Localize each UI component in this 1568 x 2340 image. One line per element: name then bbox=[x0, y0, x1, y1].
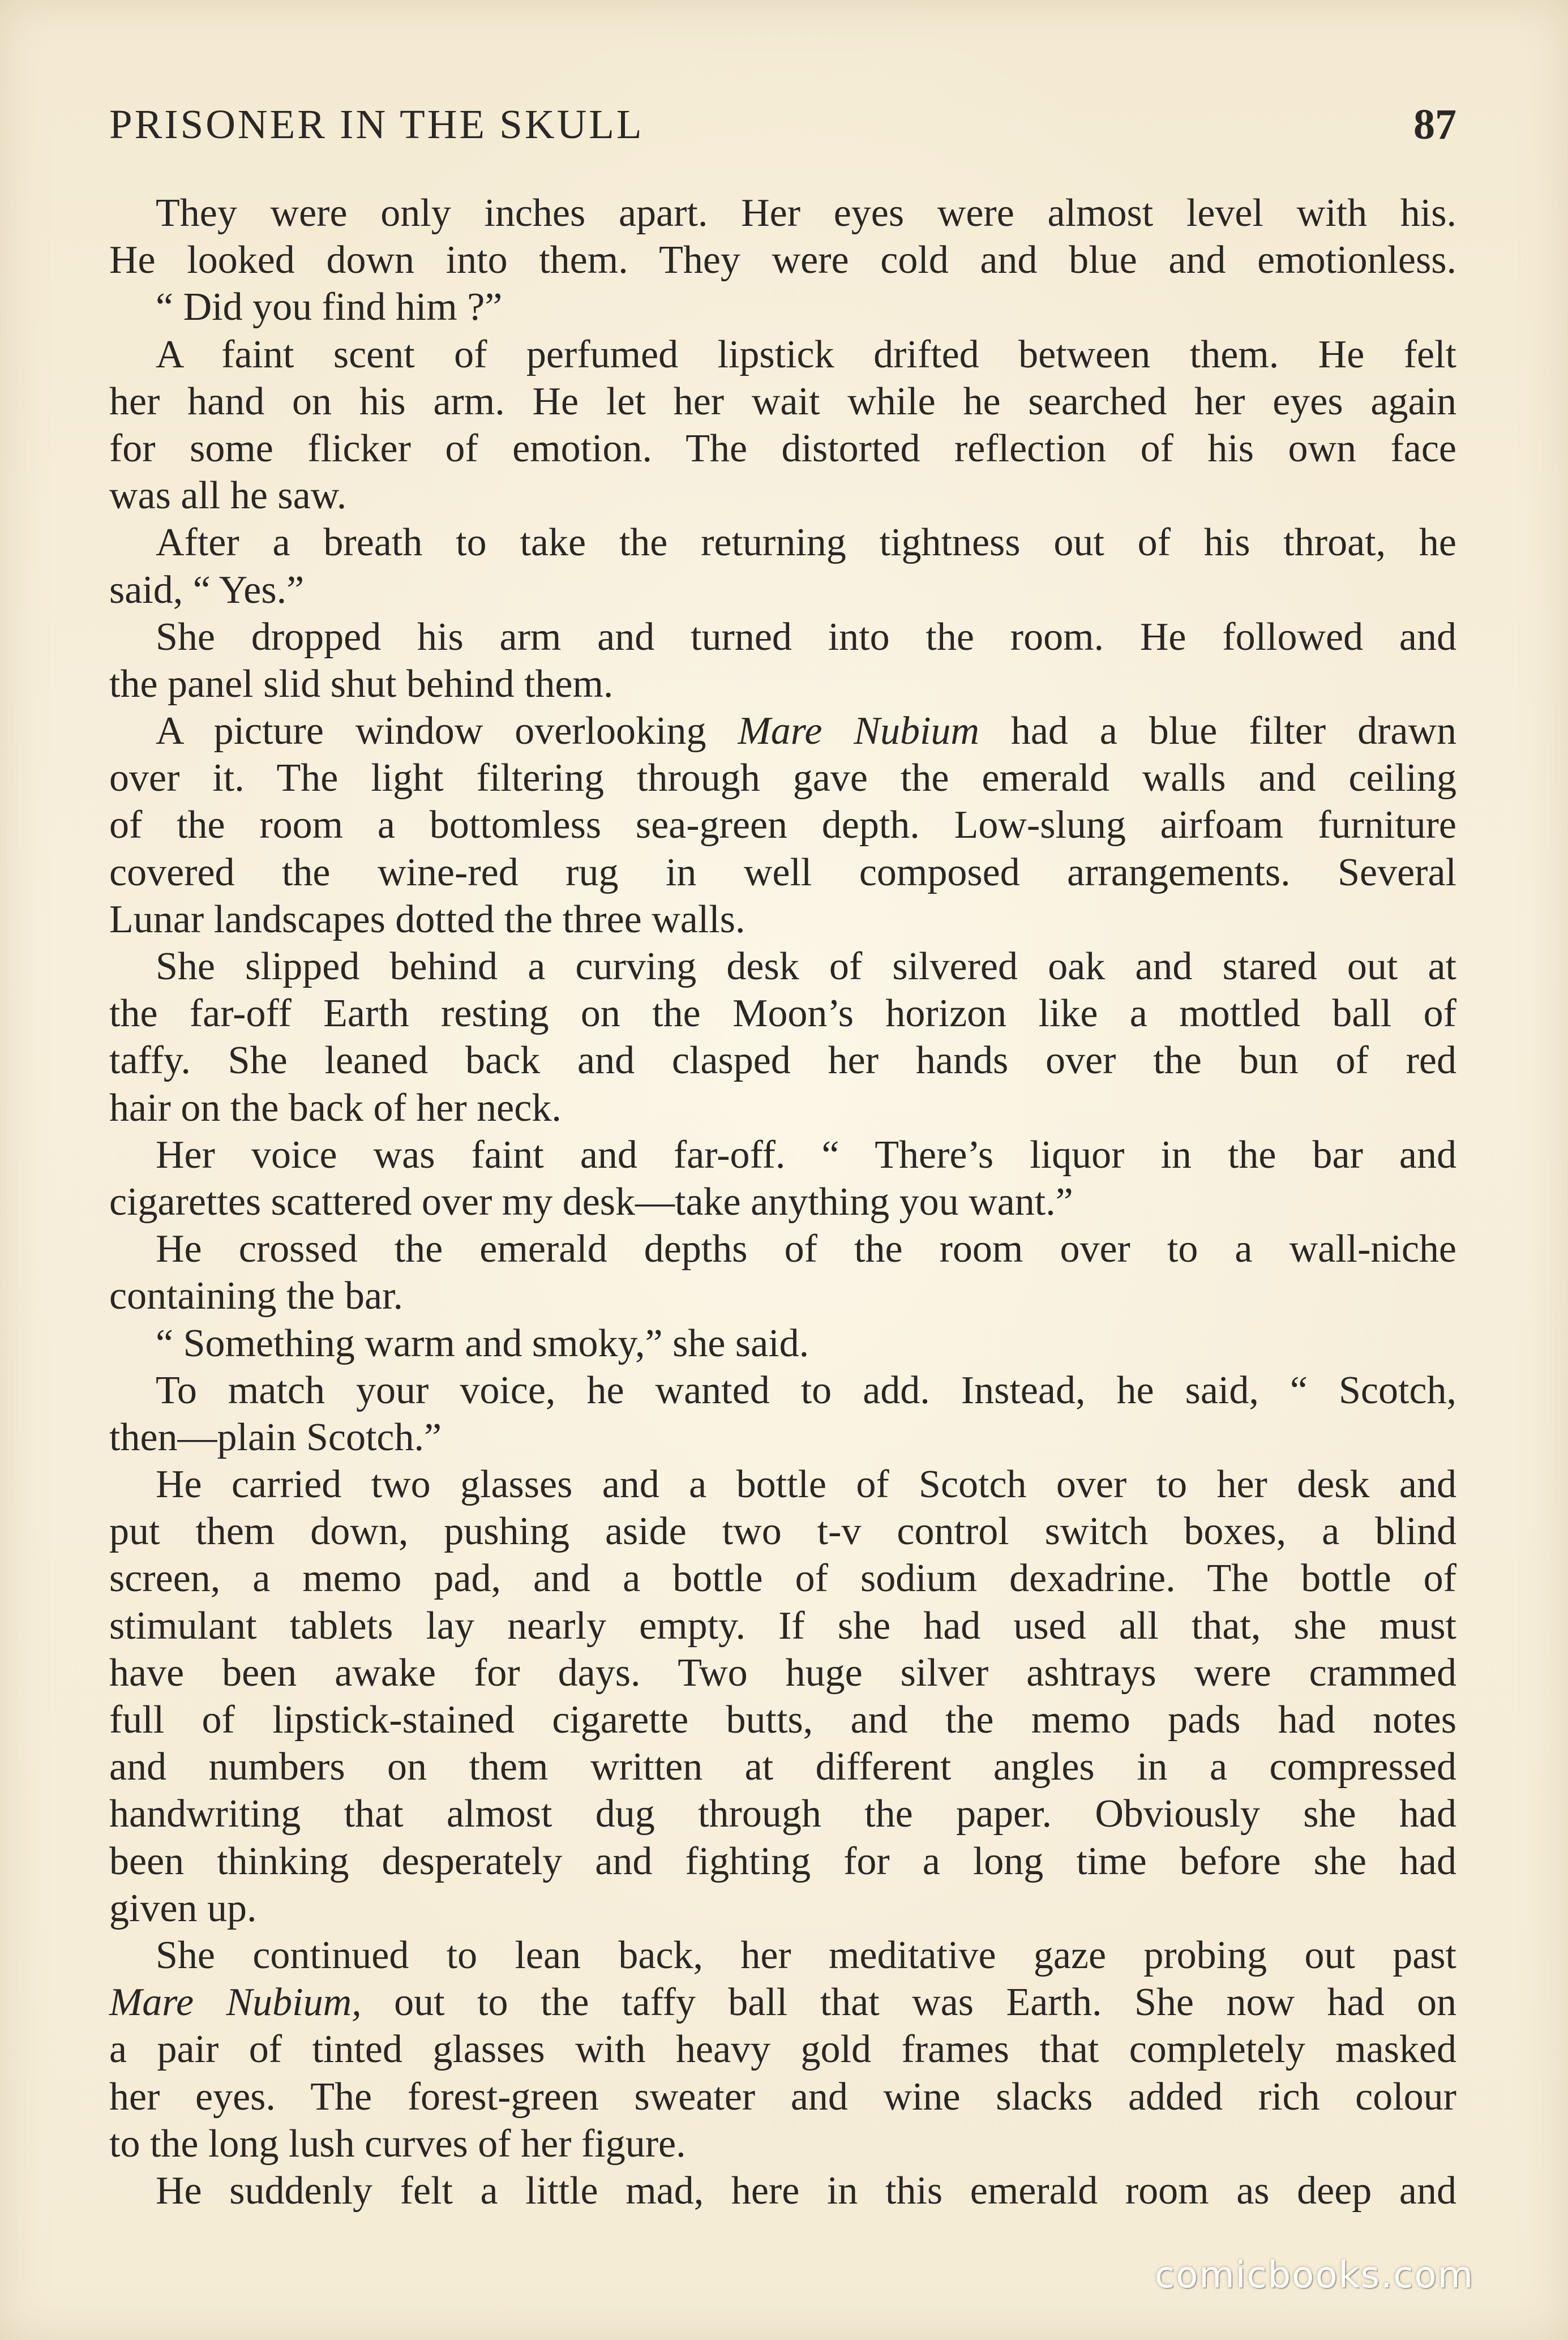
text-line bbox=[109, 1272, 1456, 1319]
text-line-content: put them down, pushing aside two t-v control switch boxes, a blind bbox=[109, 1510, 1456, 1554]
text-line-content: over it. The light filtering through gave the emerald walls and ceiling bbox=[109, 756, 1456, 800]
text-line-content: for some flicker of emotion. The distorted reflection of his own face bbox=[109, 426, 1456, 470]
text-line-content: “ Something warm and smoky,” she said. bbox=[156, 1321, 809, 1365]
text-line-content: hair on the back of her neck. bbox=[109, 1086, 562, 1130]
text-line bbox=[109, 425, 1456, 472]
running-head bbox=[109, 96, 1456, 153]
text-line-content: A picture window overlooking bbox=[156, 709, 738, 753]
text-line bbox=[109, 1602, 1456, 1649]
text-line bbox=[109, 2073, 1456, 2120]
text-line bbox=[109, 1178, 1456, 1225]
text-line-content: the far-off Earth resting on the Moon’s horizon like a mottled ball of bbox=[109, 992, 1456, 1036]
text-line bbox=[109, 1132, 1456, 1178]
text-line bbox=[109, 237, 1456, 284]
text-line bbox=[109, 1037, 1456, 1084]
text-line bbox=[109, 1979, 1456, 2026]
text-line bbox=[109, 331, 1456, 378]
text-line-content: screen, a memo pad, and a bottle of sodium dexadrine. The bottle of bbox=[109, 1557, 1456, 1601]
text-line bbox=[109, 1367, 1456, 1414]
text-line bbox=[109, 802, 1456, 848]
text-line bbox=[109, 190, 1456, 237]
text-line-content: full of lipstick-stained cigarette butts, and the memo pads had notes bbox=[109, 1698, 1456, 1742]
text-line-content: He crossed the emerald depths of the room over to a wall-niche bbox=[156, 1227, 1456, 1271]
text-line-content: Lunar landscapes dotted the three walls. bbox=[109, 897, 746, 941]
text-line-content: handwriting that almost dug through the paper. Obviously she had bbox=[109, 1792, 1456, 1836]
body-text bbox=[109, 190, 1456, 2214]
text-line-content: her hand on his arm. He let her wait while he searched her eyes again bbox=[109, 379, 1456, 423]
text-line bbox=[109, 1790, 1456, 1837]
text-line bbox=[109, 1320, 1456, 1367]
text-line-content: A faint scent of perfumed lipstick drifted between them. He felt bbox=[156, 332, 1456, 376]
text-line bbox=[109, 943, 1456, 990]
italic-place-name: Mare Nubium bbox=[738, 709, 979, 753]
text-line-content: and numbers on them written at different angles in a compressed bbox=[109, 1745, 1456, 1789]
text-line-content: They were only inches apart. Her eyes were almost level with his. bbox=[156, 191, 1456, 235]
text-line-content: said, “ Yes.” bbox=[109, 568, 305, 612]
text-line bbox=[109, 1932, 1456, 1979]
text-line bbox=[109, 708, 1456, 755]
text-line-content: To match your voice, he wanted to add. Instead, he said, “ Scotch, bbox=[156, 1368, 1456, 1412]
text-line bbox=[109, 1085, 1456, 1132]
page-number: 87 bbox=[1413, 101, 1456, 148]
text-line-content: He looked down into them. They were cold and blue and emotionless. bbox=[109, 238, 1456, 282]
running-title: PRISONER IN THE SKULL bbox=[109, 101, 644, 147]
text-line-continuation: out to the taffy ball that was Earth. She now had on bbox=[361, 1981, 1457, 2025]
text-line bbox=[109, 1508, 1456, 1555]
text-line bbox=[109, 2167, 1456, 2214]
text-line-content: given up. bbox=[109, 1886, 257, 1930]
text-line bbox=[109, 896, 1456, 943]
text-line-content: covered the wine-red rug in well composed arrangements. Several bbox=[109, 850, 1456, 894]
text-line-content: He carried two glasses and a bottle of Scotch over to her desk and bbox=[156, 1463, 1456, 1507]
text-line-content: to the long lush curves of her figure. bbox=[109, 2122, 686, 2166]
text-line bbox=[109, 990, 1456, 1037]
text-line bbox=[109, 472, 1456, 519]
text-line-content: She continued to lean back, her meditative gaze probing out past bbox=[156, 1933, 1456, 1977]
text-line bbox=[109, 1555, 1456, 1602]
text-line bbox=[109, 1838, 1456, 1885]
text-line-content: Her voice was faint and far-off. “ There’s liquor in the bar and bbox=[156, 1133, 1456, 1177]
text-line-content: containing the bar. bbox=[109, 1274, 404, 1318]
text-line bbox=[109, 614, 1456, 661]
text-line bbox=[109, 1649, 1456, 1696]
text-line bbox=[109, 519, 1456, 566]
text-line bbox=[109, 567, 1456, 614]
text-line-content: the panel slid shut behind them. bbox=[109, 662, 614, 706]
text-line bbox=[109, 378, 1456, 425]
text-line bbox=[109, 1743, 1456, 1790]
text-line-content: been thinking desperately and fighting for a long time before she had bbox=[109, 1839, 1456, 1883]
text-line-content: taffy. She leaned back and clasped her hands over the bun of red bbox=[109, 1039, 1456, 1083]
text-line-content: was all he saw. bbox=[109, 474, 347, 518]
text-line-content: cigarettes scattered over my desk—take anything you want.” bbox=[109, 1180, 1073, 1224]
text-line bbox=[109, 1461, 1456, 1508]
text-line bbox=[109, 1225, 1456, 1272]
text-line bbox=[109, 1414, 1456, 1461]
text-line-content: then—plain Scotch.” bbox=[109, 1415, 442, 1459]
text-line-content: He suddenly felt a little mad, here in this emerald room as deep and bbox=[156, 2168, 1456, 2213]
text-line bbox=[109, 661, 1456, 708]
text-line-content: After a breath to take the returning tightness out of his throat, he bbox=[156, 521, 1456, 565]
text-line bbox=[109, 1696, 1456, 1743]
watermark: comicbooks.com bbox=[1155, 2255, 1475, 2296]
text-line-content: of the room a bottomless sea-green depth. Low-slung airfoam furniture bbox=[109, 803, 1456, 847]
text-line bbox=[109, 849, 1456, 896]
text-line-content: “ Did you find him ?” bbox=[156, 285, 503, 329]
text-line-content: a pair of tinted glasses with heavy gold frames that completely masked bbox=[109, 2028, 1456, 2072]
text-line bbox=[109, 284, 1456, 331]
text-line bbox=[109, 2120, 1456, 2167]
text-line-content: her eyes. The forest-green sweater and wine slacks added rich colour bbox=[109, 2075, 1456, 2119]
text-line-continuation: had a blue filter drawn bbox=[979, 709, 1456, 753]
text-line bbox=[109, 1885, 1456, 1932]
text-line bbox=[109, 755, 1456, 802]
text-line-content: She dropped his arm and turned into the room. He followed and bbox=[156, 615, 1456, 659]
text-line-content: have been awake for days. Two huge silver ashtrays were crammed bbox=[109, 1651, 1456, 1695]
text-line bbox=[109, 2026, 1456, 2073]
italic-place-name: Mare Nubium, bbox=[109, 1981, 362, 2025]
text-line-content: stimulant tablets lay nearly empty. If she had used all that, she must bbox=[109, 1604, 1456, 1648]
text-line-content: She slipped behind a curving desk of silvered oak and stared out at bbox=[156, 945, 1456, 988]
